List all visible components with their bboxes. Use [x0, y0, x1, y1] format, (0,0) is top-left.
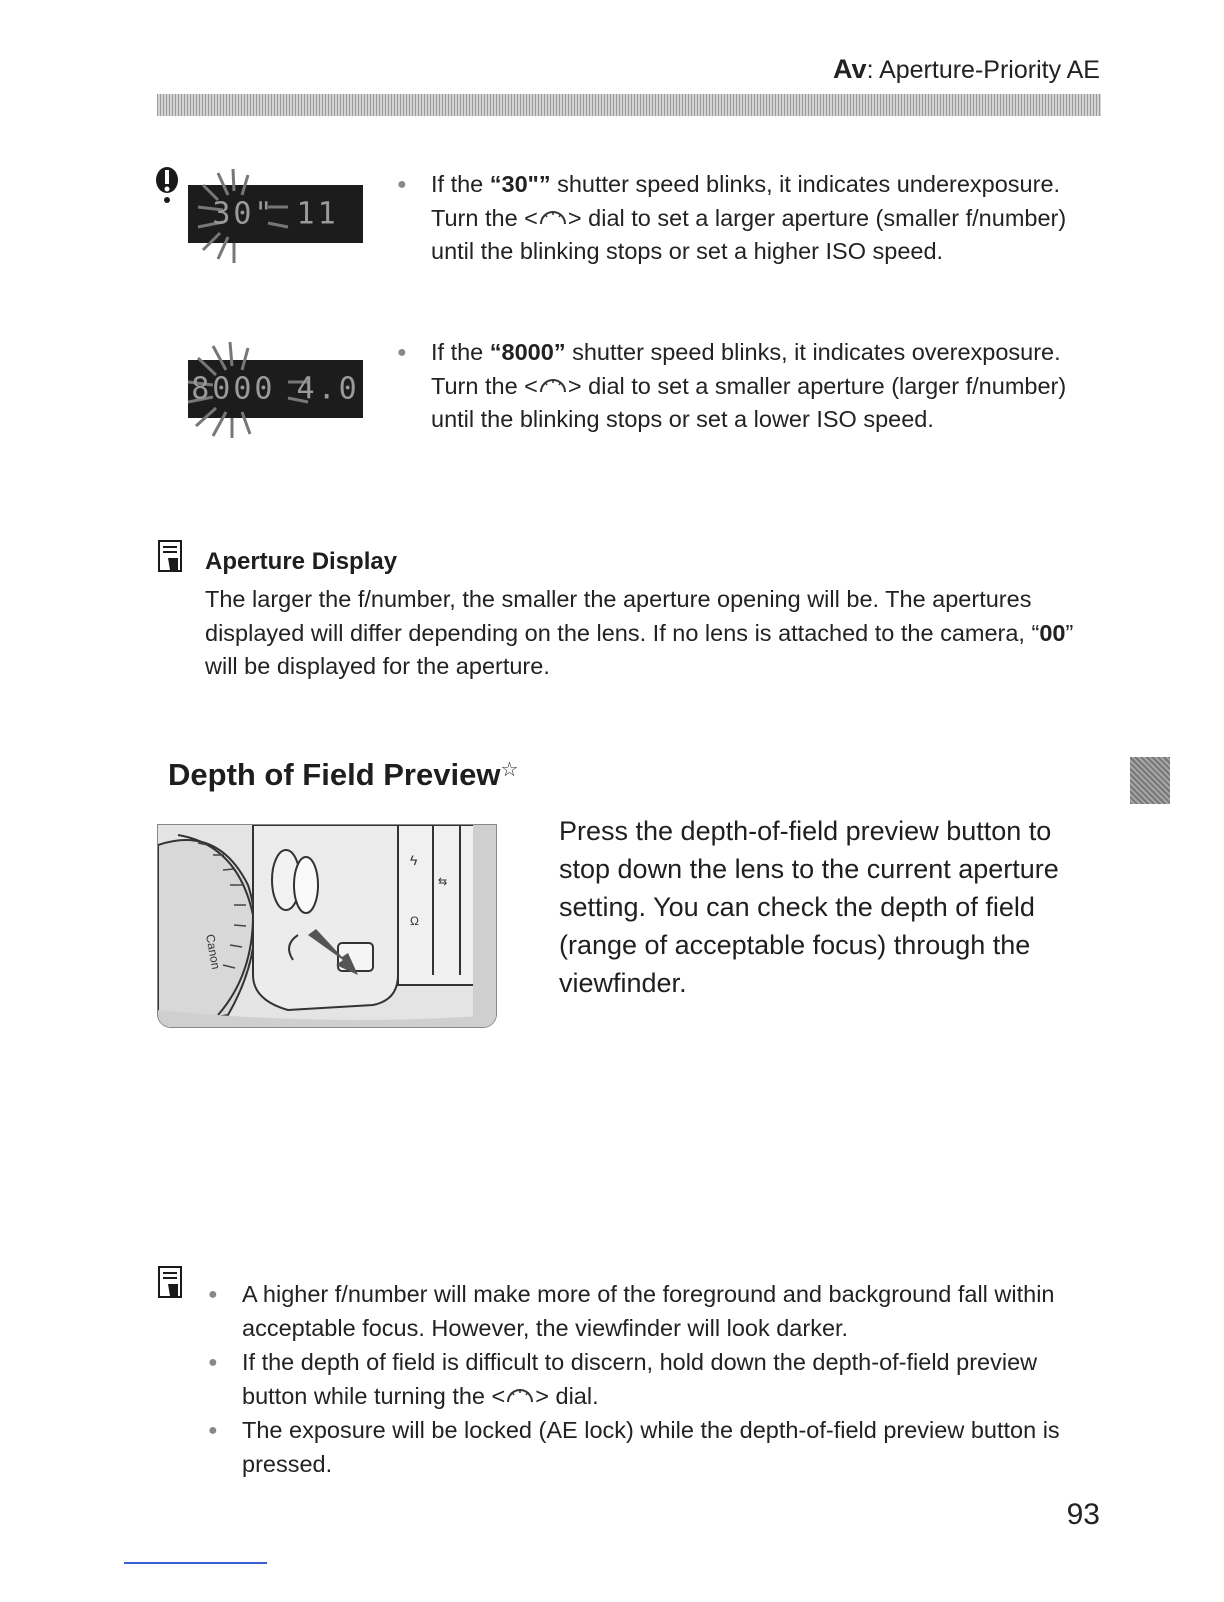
- memo-title: Aperture Display: [205, 548, 398, 575]
- star-icon: ☆: [500, 759, 519, 781]
- unused-10: [158, 1566, 182, 1598]
- note-item: [208, 1278, 1097, 1345]
- bullet-icon: ●: [208, 1286, 218, 1303]
- svg-text:ϟ: ϟ: [410, 852, 418, 868]
- caution-lead: If the: [431, 171, 490, 197]
- shutter-value: “30"”: [489, 171, 551, 197]
- section-title: [168, 757, 518, 793]
- av-mode-symbol: Av: [833, 54, 867, 84]
- page-header-title: [833, 54, 1100, 85]
- caution-instruction-rest: > dial to set a larger aperture (smaller f/number) until the blinking stops or set a higher ISO speed.: [431, 204, 1067, 265]
- svg-text:Ω: Ω: [410, 914, 419, 928]
- note-item: [208, 1414, 1097, 1481]
- header-title-text: : Aperture-Priority AE: [866, 56, 1100, 84]
- note-text: A higher f/number will make more of the foreground and background fall within acceptable focus. However, the viewfinder will look darker.: [242, 1281, 1055, 1341]
- caution-instruction-rest: > dial to set a smaller aperture (larger f/number) until the blinking stops or set a lower ISO speed.: [431, 372, 1067, 433]
- main-dial-icon: [505, 1386, 535, 1404]
- caution-item-overexposure: [397, 336, 1091, 437]
- bullet-icon: ●: [397, 176, 407, 193]
- bullet-icon: ●: [208, 1354, 218, 1371]
- header-band: [157, 94, 1101, 116]
- section-body: Press the depth-of-field preview button to stop down the lens to the current aperture setting. You can check the depth of field (range of acceptable focus) through the viewfinder.: [559, 816, 1059, 998]
- page-number: 93: [1066, 1498, 1100, 1531]
- chapter-tab: [1130, 757, 1170, 804]
- memo-icon: [158, 1266, 182, 1298]
- memo-body: [205, 583, 1095, 684]
- note-text-a: If the depth of field is difficult to discern, hold down the depth-of-field preview button while turning the <: [242, 1349, 1038, 1409]
- camera-illustration: [157, 824, 497, 1028]
- bottom-rule: [124, 1562, 267, 1564]
- bullet-icon: ●: [208, 1422, 218, 1439]
- svg-text:Canon: Canon: [203, 933, 223, 971]
- svg-text:⇆: ⇆: [438, 876, 448, 888]
- aperture-value: 00: [1039, 619, 1066, 646]
- main-dial-icon: [538, 208, 568, 226]
- caution-instruction: Turn the <: [431, 372, 538, 399]
- note-item: [208, 1346, 1097, 1413]
- caution-rest: shutter speed blinks, it indicates overexposure.: [565, 339, 1061, 365]
- bullet-icon: ●: [397, 344, 407, 361]
- section-title-text: Depth of Field Preview: [168, 757, 501, 792]
- main-dial-icon: [538, 376, 568, 394]
- lcd-readout: 30" 11: [212, 196, 339, 232]
- note-text-b: > dial.: [535, 1382, 599, 1409]
- caution-lead: If the: [431, 339, 490, 365]
- note-text: The exposure will be locked (AE lock) while the depth-of-field preview button is pressed.: [242, 1417, 1060, 1477]
- lcd-readout: 8000 4.0: [191, 371, 360, 407]
- caution-rest: shutter speed blinks, it indicates underexposure.: [550, 171, 1061, 197]
- memo-icon: [158, 540, 182, 572]
- memo-body-part1: The larger the f/number, the smaller the aperture opening will be. The apertures displayed will differ depending on the lens. If no lens is attached to the camera, “: [205, 586, 1040, 646]
- memo-body-part2: ” will be displayed for the aperture.: [205, 619, 1074, 680]
- caution-instruction: Turn the <: [431, 204, 538, 231]
- caution-item-underexposure: [397, 168, 1091, 269]
- lcd-underexposure-display: [188, 185, 363, 243]
- shutter-value: “8000”: [489, 339, 566, 365]
- lcd-overexposure-display: [188, 360, 363, 418]
